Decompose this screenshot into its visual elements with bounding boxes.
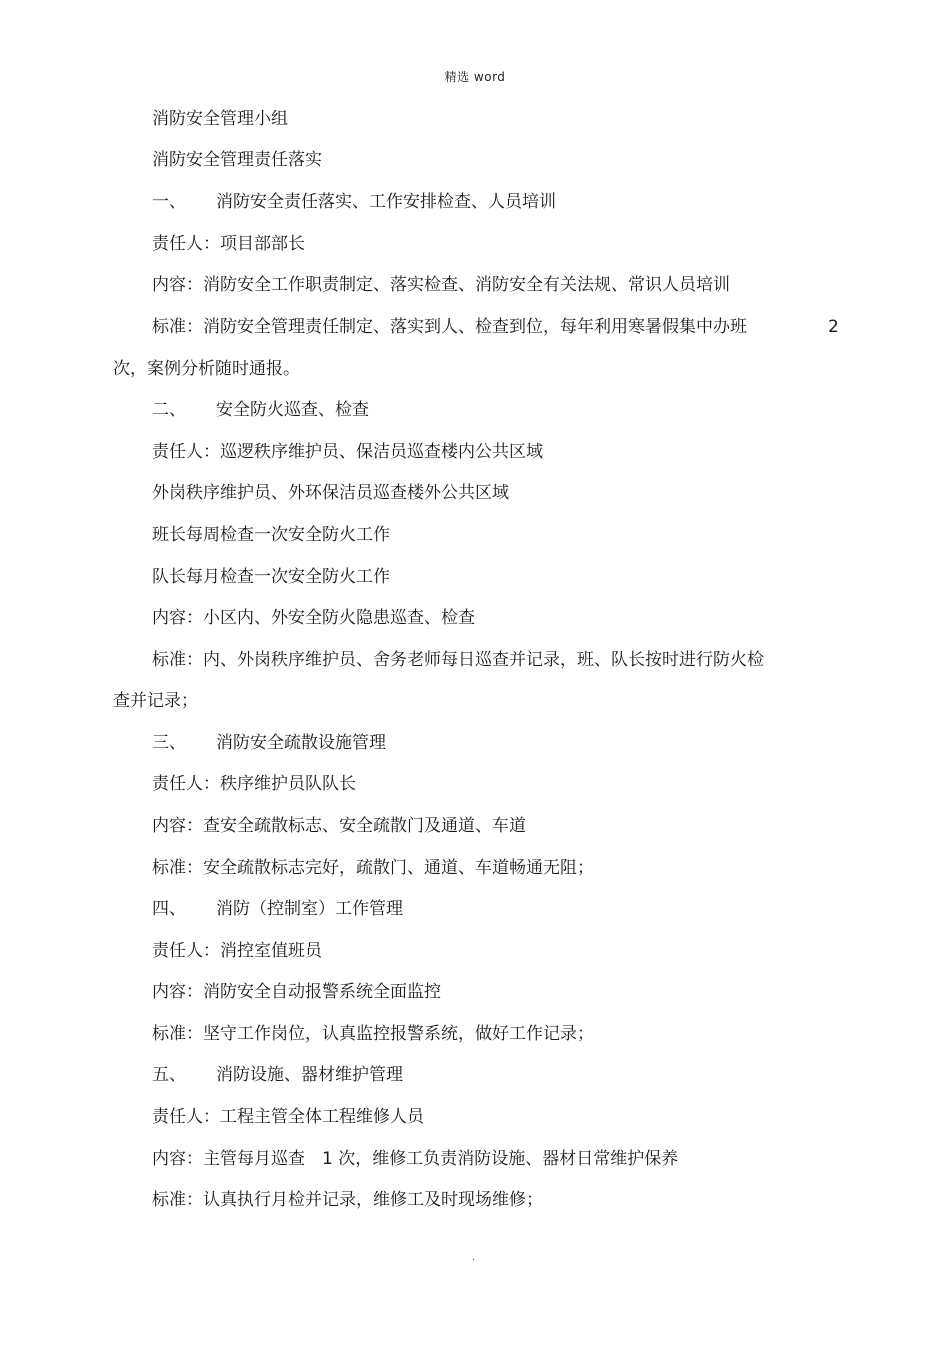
section-title: 消防安全责任落实、工作安排检查、人员培训 (216, 192, 556, 212)
page-footer: . (472, 1252, 476, 1263)
paragraph-line: 标准：安全疏散标志完好，疏散门、通道、车道畅通无阻； (152, 858, 594, 878)
paragraph-line: 标准：坚守工作岗位，认真监控报警系统，做好工作记录； (152, 1024, 594, 1044)
section-number: 四、 (152, 899, 186, 919)
section-title: 消防（控制室）工作管理 (216, 899, 403, 919)
section-title: 安全防火巡查、检查 (216, 400, 369, 420)
paragraph-line: 内容：消防安全自动报警系统全面监控 (152, 982, 441, 1002)
section-number: 五、 (152, 1065, 186, 1085)
paragraph-line: 内容：主管每月巡查 1 次，维修工负责消防设施、器材日常维护保养 (152, 1149, 679, 1169)
paragraph-line: 班长每周检查一次安全防火工作 (152, 525, 390, 545)
section-number: 二、 (152, 400, 186, 420)
section-title: 消防安全疏散设施管理 (216, 733, 386, 753)
paragraph-line: 内容：查安全疏散标志、安全疏散门及通道、车道 (152, 816, 526, 836)
paragraph-line: 责任人：项目部部长 (152, 234, 305, 254)
paragraph-line: 标准：消防安全管理责任制定、落实到人、检查到位，每年利用寒暑假集中办班 (152, 317, 747, 337)
section-heading-1 (152, 191, 556, 213)
doc-subtitle: 消防安全管理责任落实 (152, 150, 322, 170)
section-heading-4 (152, 898, 403, 920)
paragraph-line: 队长每月检查一次安全防火工作 (152, 567, 390, 587)
paragraph-line: 次，案例分析随时通报。 (113, 359, 300, 379)
paragraph-line: 责任人：工程主管全体工程维修人员 (152, 1107, 424, 1127)
paragraph-line: 责任人：巡逻秩序维护员、保洁员巡查楼内公共区域 (152, 442, 543, 462)
section-title: 消防设施、器材维护管理 (216, 1065, 403, 1085)
section-number: 三、 (152, 733, 186, 753)
section-number: 一、 (152, 192, 186, 212)
paragraph-line: 标准：认真执行月检并记录，维修工及时现场维修； (152, 1190, 543, 1210)
page-header: 精选 word (444, 70, 506, 84)
section-heading-3 (152, 732, 386, 754)
paragraph-line: 查并记录； (113, 691, 198, 711)
paragraph-line: 内容：小区内、外安全防火隐患巡查、检查 (152, 608, 475, 628)
paragraph-line: 责任人：秩序维护员队队长 (152, 774, 356, 794)
section-heading-2 (152, 399, 369, 421)
paragraph-line: 外岗秩序维护员、外环保洁员巡查楼外公共区域 (152, 483, 509, 503)
paragraph-line: 标准：内、外岗秩序维护员、舍务老师每日巡查并记录，班、队长按时进行防火检 (152, 650, 764, 670)
paragraph-line: 责任人：消控室值班员 (152, 941, 322, 961)
paragraph-line: 内容：消防安全工作职责制定、落实检查、消防安全有关法规、常识人员培训 (152, 275, 730, 295)
section-heading-5 (152, 1064, 403, 1086)
doc-title: 消防安全管理小组 (152, 109, 288, 129)
line-end-number: 2 (828, 317, 839, 337)
